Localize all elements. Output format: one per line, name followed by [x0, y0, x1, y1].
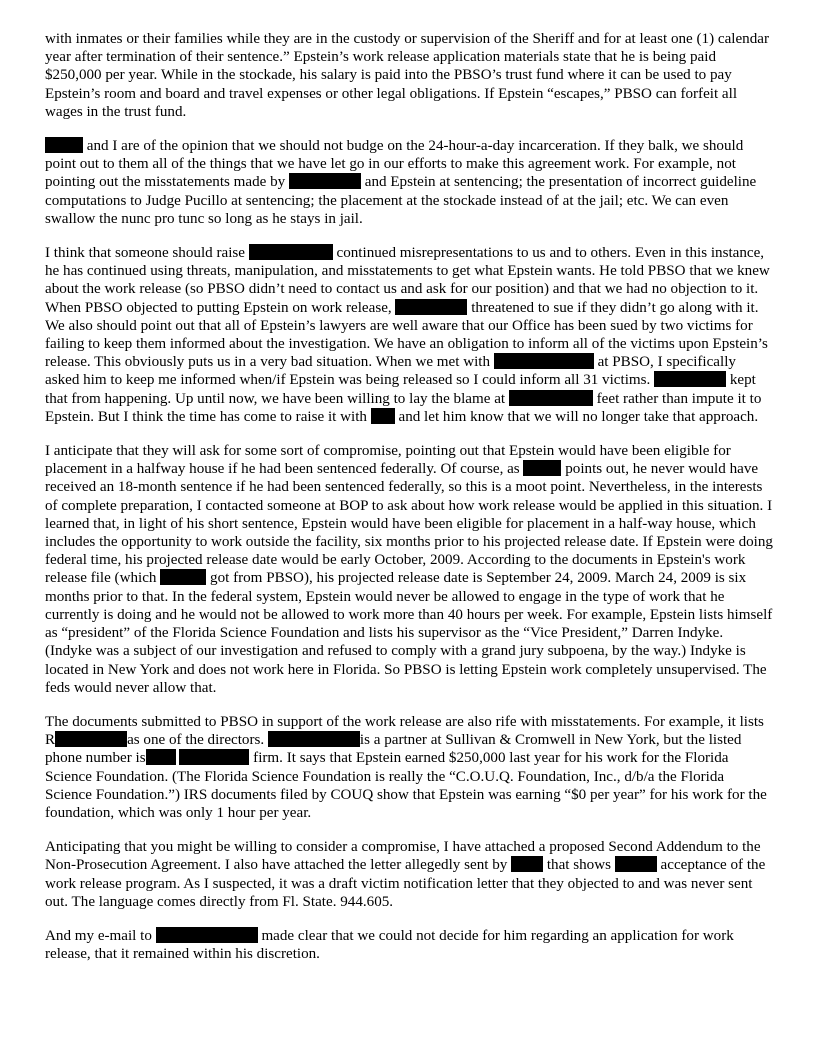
- paragraph: [45, 137, 773, 228]
- redaction-box: [289, 173, 361, 189]
- redaction-box: [268, 731, 360, 747]
- text-run: feet rather than impute it to Epstein. But I think the time has come to raise it with: [45, 390, 762, 425]
- redaction-box: [160, 569, 206, 585]
- paragraph: [45, 838, 773, 911]
- redaction-box: [509, 390, 593, 406]
- text-run: threatened to sue if they didn’t go along with it. We also should point out that all of Epstein’s lawyers are well aware that our Office has been sued by two victims for failing to keep them informed about the investigation. We have an obligation to inform all of the victims upon Epstein’s release. This obviously puts us in a very bad situation. When we met with: [45, 299, 768, 371]
- text-run: I think that someone should raise: [45, 245, 249, 262]
- paragraph: [45, 30, 773, 121]
- redaction-box: [371, 408, 395, 424]
- redaction-box: [146, 749, 176, 765]
- text-run: at PBSO, I specifically asked him to keep me informed when/if Epstein was being released so I could inform all 31 victims.: [45, 354, 736, 389]
- text-run: continued misrepresentations to us and to others. Even in this instance, he has continued using threats, manipulation, and misstatements to get what Epstein wants. He told PBSO that we knew about the work release (so PBSO didn’t need to contact us and ask for our position) and that we had no objection to it. When PBSO objected to putting Epstein on work release,: [45, 245, 770, 316]
- redaction-box: [615, 856, 657, 872]
- redaction-box: [654, 371, 726, 387]
- redaction-box: [55, 731, 127, 747]
- text-run: as one of the directors.: [127, 732, 268, 749]
- text-run: and Epstein at sentencing; the presentation of incorrect guideline computations to Judge Pucillo at sentencing; the placement at the stockade instead of at the jail; etc. We can even swallow the nunc pro tunc so long as he stays in jail.: [45, 174, 757, 227]
- text-run: and let him know that we will no longer take that approach.: [394, 408, 759, 425]
- text-run: that shows: [543, 857, 615, 874]
- text-run: And my e-mail to: [45, 927, 156, 944]
- text-run: Anticipating that you might be willing to consider a compromise, I have attached a proposed Second Addendum to the Non-Prosecution Agreement. I also have attached the letter allegedly sent by: [45, 839, 761, 874]
- text-run: acceptance of the work release program. As I suspected, it was a draft victim notification letter that they objected to and was never sent out. The language comes directly from Fl. State. 944.605.: [45, 857, 766, 910]
- redaction-box: [523, 460, 561, 476]
- document-body: [45, 30, 773, 979]
- text-run: made clear that we could not decide for him regarding an application for work release, that it remained within his discretion.: [45, 927, 734, 963]
- redaction-box: [249, 244, 333, 260]
- paragraph: [45, 713, 773, 822]
- redaction-box: [156, 927, 258, 943]
- redaction-box: [179, 749, 249, 765]
- paragraph: [45, 244, 773, 426]
- paragraph: [45, 927, 773, 963]
- redaction-box: [45, 137, 83, 153]
- text-run: The documents submitted to PBSO in support of the work release are also rife with misstatements. For example, it lists R: [45, 713, 764, 749]
- redaction-box: [395, 299, 467, 315]
- paragraph: [45, 442, 773, 697]
- text-run: is a partner at Sullivan & Cromwell in New York, but the listed phone number is: [45, 732, 742, 767]
- text-run: and I are of the opinion that we should not budge on the 24-hour-a-day incarceration. If they balk, we should point out to them all of the things that we have let go in our efforts to make this agreement work. For example, not pointing out the misstatements made by: [45, 138, 744, 191]
- redaction-box: [494, 353, 594, 369]
- text-run: points out, he never would have received an 18-month sentence if he had been sentenced federally, so this is a moot point. Nevertheless, in the interests of complete preparation, I contacted someone at BOP to ask about how work release would be applied in this situation. I learned that, in light of his short sentence, Epstein would have been eligible for placement in a half-way house, which includes the opportunity to work outside the facility, six months prior to his projected release date. If Epstein were doing federal time, his projected release date would be early October, 2009. According to the documents in Epstein's work release file (which: [45, 461, 773, 587]
- text-run: firm. It says that Epstein earned $250,000 last year for his work for the Florida Science Foundation. (The Florida Science Foundation is really the “C.O.U.Q. Foundation, Inc., d/b/a the Florida Science Foundation.”) IRS documents filed by COUQ show that Epstein was earning “$0 per year” for his work for the foundation, which was only 1 hour per year.: [45, 750, 767, 821]
- redaction-box: [511, 856, 543, 872]
- text-run: got from PBSO), his projected release date is September 24, 2009. March 24, 2009 is six months prior to that. In the federal system, Epstein would never be allowed to engage in the type of work that he currently is doing and he would not be allowed to work more than 40 hours per week. For example, Epstein lists himself as “president” of the Florida Science Foundation and lists his supervisor as the “Vice President,” Darren Indyke. (Indyke was a subject of our investigation and refused to comply with a grand jury subpoena, by the way.) Indyke is located in New York and does not work here in Florida. So PBSO is letting Epstein work completely unsupervised. The feds would never allow that.: [45, 570, 773, 696]
- text-run: I anticipate that they will ask for some sort of compromise, pointing out that Epstein would have been eligible for placement in a halfway house if he had been sentenced federally. Of course, as: [45, 443, 731, 478]
- text-run: with inmates or their families while they are in the custody or supervision of the Sheriff and for at least one (1) calendar year after termination of their sentence.” Epstein’s work release application materials state that he is being paid $250,000 per year. While in the stockade, his salary is paid into the PBSO’s trust fund where it can be used to pay Epstein’s room and board and travel expenses or other legal obligations. If Epstein “escapes,” PBSO can forfeit all wages in the trust fund.: [45, 31, 769, 120]
- text-run: kept that from happening. Up until now, we have been willing to lay the blame at: [45, 372, 756, 407]
